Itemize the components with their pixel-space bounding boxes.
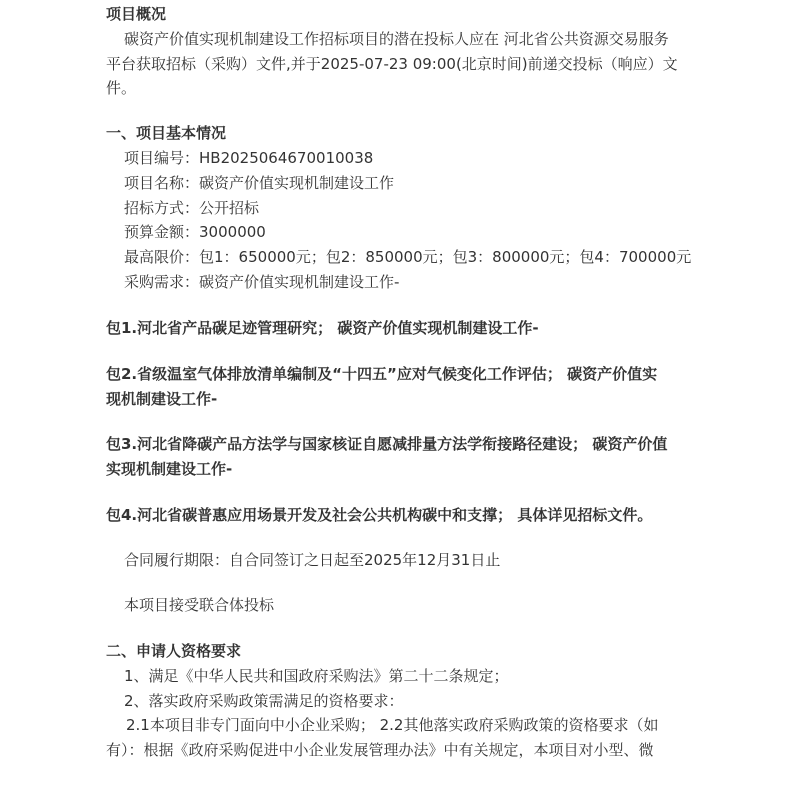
qualification-sub-line-1: 2.1本项目非专门面向中小企业采购； 2.2其他落实政府采购政策的资格要求（如 [126, 716, 659, 734]
section1-heading: 一、项目基本情况 [106, 124, 227, 142]
field-bidding-method [124, 196, 259, 221]
consortium-note: 本项目接受联合体投标 [124, 596, 275, 614]
field-label: 项目编号： [124, 149, 200, 167]
section2-heading: 二、申请人资格要求 [106, 642, 242, 660]
field-label: 采购需求： [124, 273, 200, 291]
field-value: 3000000 [199, 223, 266, 241]
field-label: 项目名称： [124, 174, 200, 192]
overview-line-3: 件。 [106, 79, 137, 97]
package-2-line-2: 现机制建设工作- [106, 390, 218, 408]
field-label: 招标方式： [124, 199, 200, 217]
field-value: 碳资产价值实现机制建设工作 [199, 174, 395, 192]
contract-period: 合同履行期限：自合同签订之日起至2025年12月31日止 [124, 551, 501, 569]
overview-heading: 项目概况 [106, 5, 167, 23]
package-4: 包4.河北省碳普惠应用场景开发及社会公共机构碳中和支撑； 具体详见招标文件。 [106, 506, 653, 524]
package-2-line-1: 包2.省级温室气体排放清单编制及“十四五”应对气候变化工作评估； 碳资产价值实 [106, 365, 658, 383]
overview-line-1: 碳资产价值实现机制建设工作招标项目的潜在投标人应在 河北省公共资源交易服务 [124, 30, 669, 48]
field-project-number [124, 146, 373, 171]
field-max-price [124, 245, 691, 270]
field-value: 碳资产价值实现机制建设工作- [199, 273, 400, 291]
qualification-sub-line-2: 有）：根据《政府采购促进中小企业发展管理办法》中有关规定，本项目对小型、微 [106, 741, 654, 759]
field-label: 预算金额： [124, 223, 200, 241]
field-value: HB2025064670010038 [199, 149, 374, 167]
package-3-line-1: 包3.河北省降碳产品方法学与国家核证自愿减排量方法学衔接路径建设； 碳资产价值 [106, 435, 668, 453]
field-project-name [124, 171, 394, 196]
field-procurement-demand [124, 270, 399, 295]
field-value: 包1：650000元；包2：850000元；包3：800000元；包4：700000元 [199, 248, 692, 266]
field-label: 最高限价： [124, 248, 200, 266]
qualification-item-1: 1、满足《中华人民共和国政府采购法》第二十二条规定； [124, 667, 509, 685]
package-3-line-2: 实现机制建设工作- [106, 460, 233, 478]
field-budget [124, 220, 266, 245]
overview-line-2: 平台获取招标（采购）文件,并于2025-07-23 09:00(北京时间)前递交投标（响应）文 [106, 55, 678, 73]
package-1: 包1.河北省产品碳足迹管理研究； 碳资产价值实现机制建设工作- [106, 319, 539, 337]
field-value: 公开招标 [199, 199, 260, 217]
qualification-item-2: 2、落实政府采购政策需满足的资格要求： [124, 692, 404, 710]
